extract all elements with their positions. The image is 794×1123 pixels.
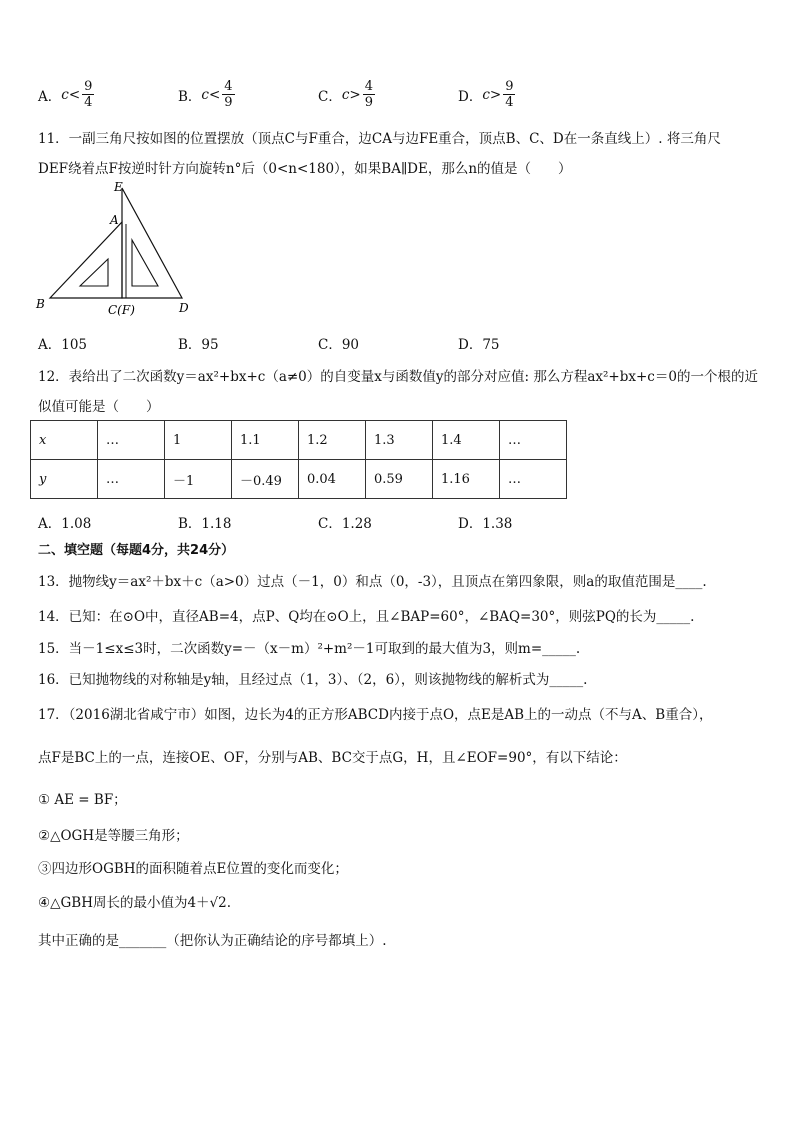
table-row-y [31, 460, 567, 499]
q16-stem: 16．已知抛物线的对称轴是y轴，且经过点（1，3）、（2，6），则该抛物线的解析式为_____. [38, 672, 588, 688]
option-letter: B． [178, 88, 202, 105]
fraction [363, 80, 375, 109]
q17-answer-prompt: 其中正确的是_______（把你认为正确结论的序号都填上）. [38, 933, 387, 949]
label-d: D [179, 301, 189, 315]
q10-option-a[interactable] [38, 80, 178, 109]
option-var: c [482, 86, 490, 103]
q11-option-b[interactable]: B．95 [178, 337, 219, 353]
q17-conclusion-4: ④△GBH周长的最小值为4＋√2. [38, 895, 232, 911]
table-cell: 1.1 [232, 421, 299, 460]
label-cf: C(F) [108, 303, 135, 317]
option-rel: < [208, 86, 221, 103]
q15-stem: 15．当－1≤x≤3时，二次函数y=－（x－m）²+m²－1可取到的最大值为3，则m=_____. [38, 641, 581, 657]
q10-options [38, 80, 598, 109]
q11-option-d[interactable]: D．75 [458, 337, 500, 353]
q17-stem-line2: 点F是BC上的一点，连接OE、OF，分别与AB、BC交于点G，H，且∠EOF=90°，有以下结论： [38, 750, 627, 766]
table-cell: 1.16 [433, 460, 500, 499]
fraction [222, 80, 234, 109]
q12-option-c[interactable]: C．1.28 [318, 516, 372, 532]
fraction-numerator: 9 [84, 79, 93, 94]
fraction [503, 80, 515, 109]
fraction-numerator: 9 [505, 79, 514, 94]
q12-stem-line1: 12．表给出了二次函数y＝ax²+bx+c（a≠0）的自变量x与函数值y的部分对应值: 那么方程ax²+bx+c＝0的一个根的近 [38, 369, 758, 385]
table-cell: 1.4 [433, 421, 500, 460]
q10-option-d[interactable] [458, 80, 598, 109]
table-cell: －1 [165, 460, 232, 499]
option-rel: < [68, 86, 81, 103]
table-cell: x [31, 421, 98, 460]
label-e: E [114, 180, 123, 194]
fraction [82, 80, 94, 109]
q12-option-a[interactable]: A．1.08 [38, 516, 92, 532]
q12-option-d[interactable]: D．1.38 [458, 516, 513, 532]
q13-stem: 13．抛物线y＝ax²＋bx＋c（a>0）过点（－1，0）和点（0，-3），且顶点在第四象限，则a的取值范围是____. [38, 574, 707, 590]
table-cell: －0.49 [232, 460, 299, 499]
option-rel: > [489, 86, 502, 103]
section-title-fill-in: 二、填空题（每题4分，共24分） [38, 543, 235, 558]
q14-stem: 14．已知：在⊙O中，直径AB=4，点P、Q均在⊙O上，且∠BAP=60°，∠BAQ=30°，则弦PQ的长为_____. [38, 609, 695, 625]
label-a: A [110, 213, 119, 227]
option-var: c [201, 86, 209, 103]
q11-stem-line2: DEF绕着点F按逆时针方向旋转n°后（0<n<180），如果BA∥DE，那么n的值是（ ） [38, 161, 572, 177]
fraction-denominator: 4 [84, 95, 93, 110]
fraction-denominator: 4 [505, 95, 514, 110]
option-var: c [61, 86, 69, 103]
table-cell: 0.04 [299, 460, 366, 499]
q11-options [38, 333, 598, 353]
q11-triangle-figure [30, 180, 200, 320]
option-var: c [341, 86, 350, 103]
triangle-abc-inner [80, 259, 108, 286]
option-letter: C． [318, 88, 342, 105]
q12-value-table [30, 420, 567, 499]
label-b: B [36, 297, 45, 311]
fraction-denominator: 9 [224, 95, 233, 110]
q12-stem-line2: 似值可能是（ ） [38, 399, 160, 415]
triangle-abc [50, 222, 122, 298]
option-rel: > [349, 86, 361, 103]
table-cell: … [98, 421, 165, 460]
table-cell: 1.2 [299, 421, 366, 460]
q17-stem-line1: 17．（2016湖北省咸宁市）如图，边长为4的正方形ABCD内接于点O，点E是AB上的一动点（不与A、B重合）， [38, 707, 713, 723]
table-cell: 1.3 [366, 421, 433, 460]
q11-option-c[interactable]: C．90 [318, 337, 360, 353]
q11-option-a[interactable]: A．105 [38, 337, 88, 353]
q10-option-b[interactable] [178, 80, 318, 109]
fraction-denominator: 9 [364, 95, 373, 110]
q12-option-b[interactable]: B．1.18 [178, 516, 232, 532]
table-cell: 0.59 [366, 460, 433, 499]
q12-options [38, 512, 598, 532]
table-cell: … [98, 460, 165, 499]
table-row-x [31, 421, 567, 460]
table-cell: y [31, 460, 98, 499]
q17-conclusion-1: ① AE = BF； [38, 792, 127, 808]
fraction-numerator: 4 [224, 79, 233, 94]
fraction-numerator: 4 [364, 79, 373, 94]
table-cell: … [500, 460, 567, 499]
q11-stem-line1: 11．一副三角尺按如图的位置摆放（顶点C与F重合，边CA与边FE重合，顶点B、C、D在一条直线上）. 将三角尺 [38, 131, 721, 147]
table-cell: 1 [165, 421, 232, 460]
q10-option-c[interactable] [318, 80, 458, 109]
q17-conclusion-2: ②△OGH是等腰三角形； [38, 828, 189, 844]
option-letter: D． [458, 88, 483, 105]
triangle-def [122, 188, 182, 298]
table-cell: … [500, 421, 567, 460]
option-letter: A． [38, 88, 62, 105]
q17-conclusion-3: ③四边形OGBH的面积随着点E位置的变化而变化； [38, 861, 348, 877]
